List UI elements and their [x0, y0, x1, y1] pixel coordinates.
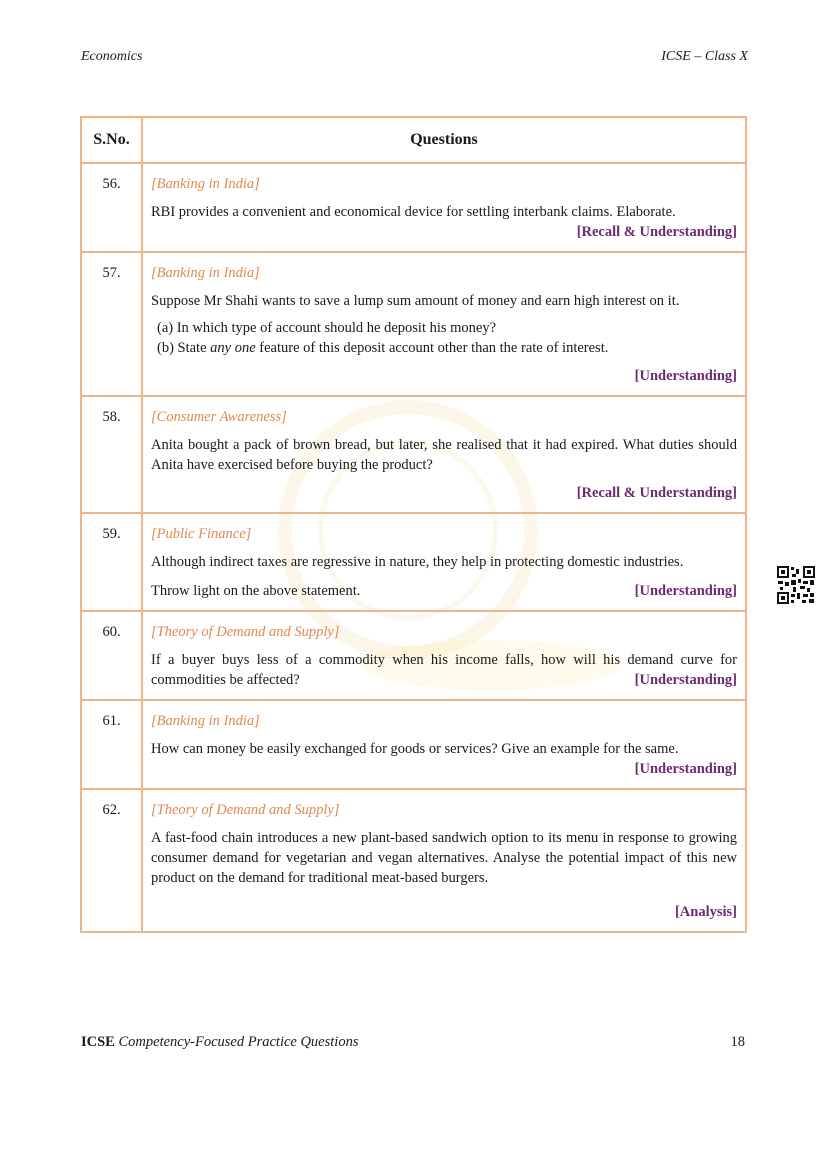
table-row	[81, 513, 746, 611]
question-text: Suppose Mr Shahi wants to save a lump sum amount of money and earn high interest on it.	[151, 293, 680, 309]
option-a: (a) In which type of account should he deposit his money?	[157, 320, 497, 336]
cognitive-level: [Recall & Understanding]	[576, 485, 737, 501]
footer-brand: ICSE	[81, 1034, 115, 1050]
question-topic: [Banking in India]	[151, 265, 260, 281]
col-header-questions: Questions	[142, 117, 746, 163]
question-number: 58.	[81, 396, 142, 513]
footer-subtitle: Competency-Focused Practice Questions	[118, 1034, 359, 1050]
qr-code-icon[interactable]	[776, 565, 816, 605]
question-options	[157, 318, 737, 358]
table-row	[81, 611, 746, 700]
question-text: If a buyer buys less of a commodity when his income falls, how will his demand curve for commodities be affected? [Understanding]	[151, 652, 737, 688]
question-text: Although indirect taxes are regressive in nature, they help in protecting domestic industries.	[151, 554, 684, 570]
cognitive-level: [Understanding]	[634, 761, 737, 777]
question-cell	[142, 513, 746, 611]
col-header-sno: S.No.	[81, 117, 142, 163]
question-text-2: Throw light on the above statement.	[151, 583, 361, 599]
question-cell	[142, 789, 746, 932]
question-cell	[142, 611, 746, 700]
question-topic: [Consumer Awareness]	[151, 409, 287, 425]
question-topic: [Banking in India]	[151, 713, 260, 729]
question-topic: [Theory of Demand and Supply]	[151, 802, 340, 818]
question-number: 57.	[81, 252, 142, 396]
question-text: A fast-food chain introduces a new plant-based sandwich option to its menu in response to growing consumer demand for vegetarian and vegan alternatives. Analyse the potential impact of this new product on the demand for traditional meat-based burgers.	[151, 830, 737, 886]
cognitive-level: [Analysis]	[674, 904, 737, 920]
table-row	[81, 789, 746, 932]
cognitive-level: [Understanding]	[634, 368, 737, 384]
table-header-row	[81, 117, 746, 163]
question-number: 62.	[81, 789, 142, 932]
footer-title	[81, 1034, 358, 1051]
question-topic: [Public Finance]	[151, 526, 252, 542]
option-b: (b) State any one feature of this deposit account other than the rate of interest.	[157, 340, 609, 356]
question-cell	[142, 396, 746, 513]
question-topic: [Banking in India]	[151, 176, 260, 192]
header-subject: Economics	[81, 49, 143, 64]
question-cell	[142, 700, 746, 789]
question-number: 56.	[81, 163, 142, 252]
question-text: Anita bought a pack of brown bread, but later, she realised that it had expired. What duties should Anita have exercised before buying the product?	[151, 437, 737, 473]
table-row	[81, 252, 746, 396]
page-number: 18	[730, 1034, 745, 1050]
cognitive-level: [Understanding]	[634, 672, 737, 688]
table-row	[81, 396, 746, 513]
question-cell	[142, 252, 746, 396]
cognitive-level: [Recall & Understanding]	[576, 224, 737, 240]
table-row	[81, 163, 746, 252]
cognitive-level: [Understanding]	[634, 583, 737, 599]
header-class: ICSE – Class X	[661, 49, 748, 64]
question-cell	[142, 163, 746, 252]
questions-table	[80, 116, 747, 933]
question-text: How can money be easily exchanged for goods or services? Give an example for the same. [Understanding]	[151, 741, 737, 777]
question-number: 60.	[81, 611, 142, 700]
question-topic: [Theory of Demand and Supply]	[151, 624, 340, 640]
table-row	[81, 700, 746, 789]
question-text: RBI provides a convenient and economical device for settling interbank claims. Elaborate. [Recall & Understanding]	[151, 204, 737, 240]
question-number: 61.	[81, 700, 142, 789]
question-number: 59.	[81, 513, 142, 611]
